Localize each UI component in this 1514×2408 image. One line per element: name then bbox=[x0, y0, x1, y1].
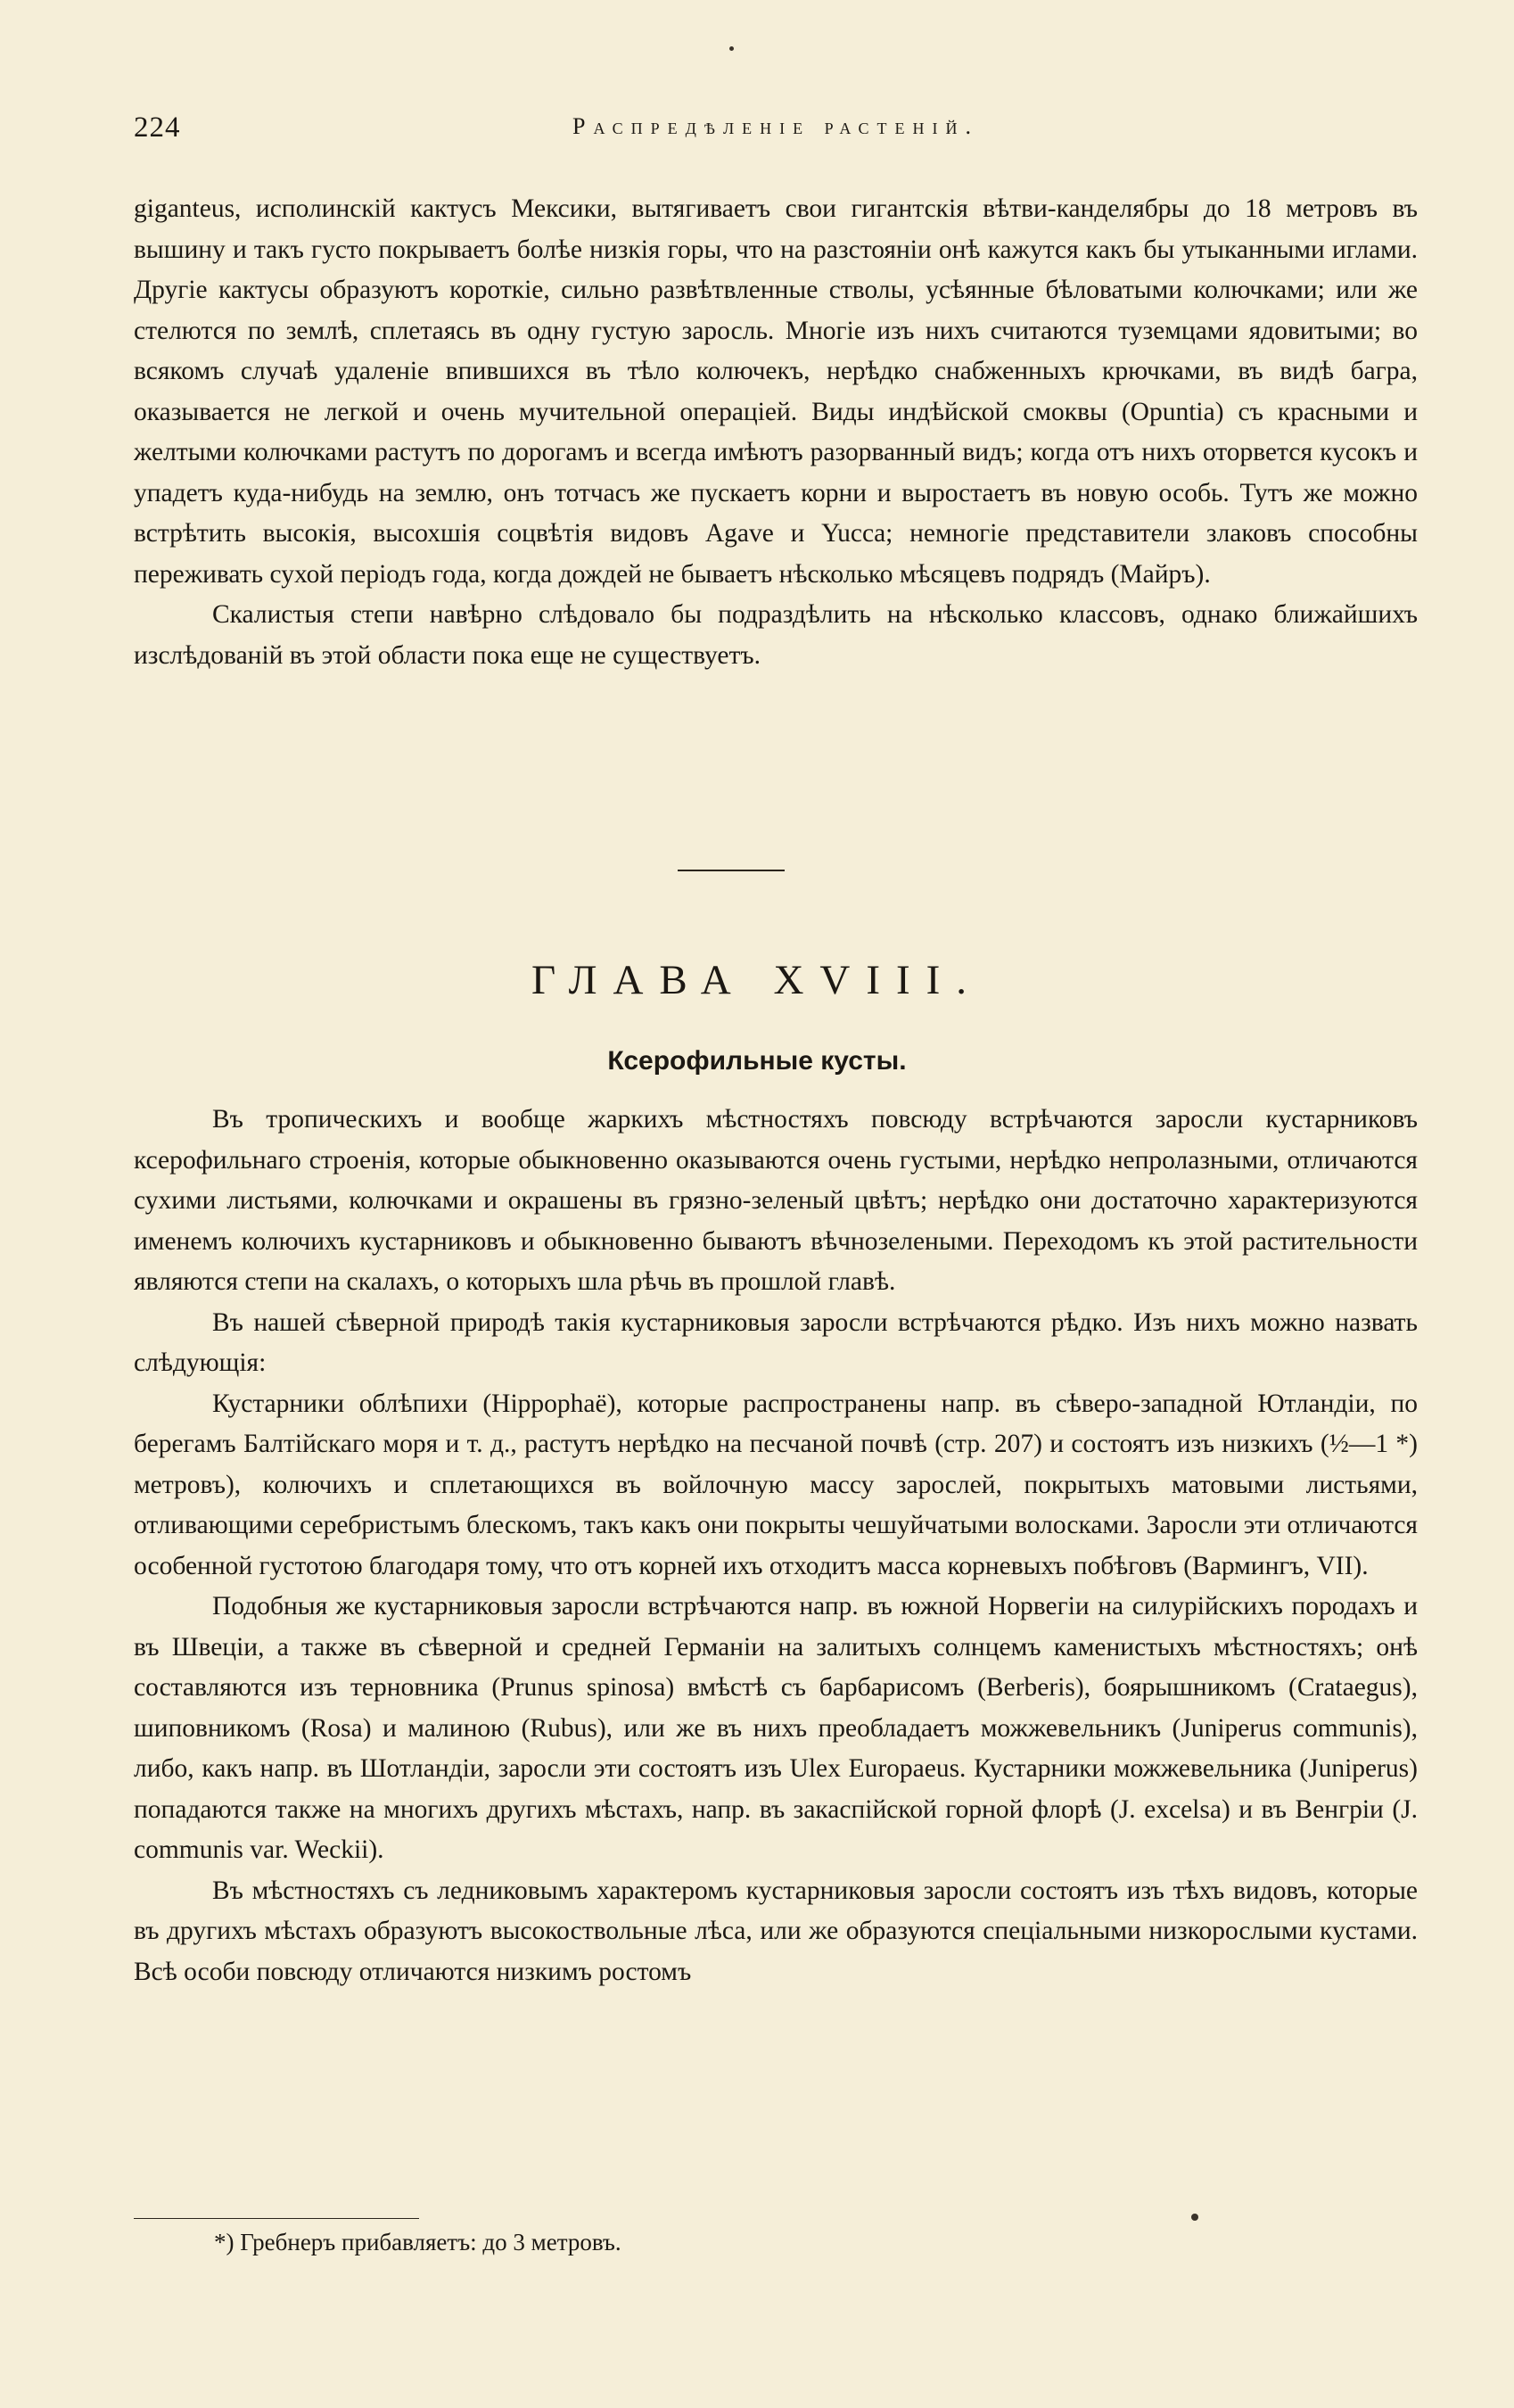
ink-spot bbox=[1191, 2214, 1198, 2221]
footnote-rule bbox=[134, 2218, 419, 2219]
section-title: Ксерофильные кусты. bbox=[607, 1046, 907, 1076]
running-title: Распредѣленіе растеній. bbox=[572, 113, 979, 139]
paragraph: Скалистыя степи навѣрно слѣдовало бы подраздѣлить на нѣсколько классовъ, однако ближайшихъ изслѣдованій въ этой области пока еще не существуетъ. bbox=[134, 600, 1418, 670]
paragraph: gigantеus, исполинскій кактусъ Мексики, вытягиваетъ свои гигантскія вѣтви-канделябры до 18 метровъ въ вышину и такъ густо покрываетъ болѣе низкія горы, что на разстояніи онѣ кажутся какъ бы утыканными иглами. Другіе кактусы образуютъ короткіе, сильно развѣтвленные стволы, усѣянные бѣловатыми колючками; или же стелются по землѣ, сплетаясь въ одну густую заросль. Многіе изъ нихъ считаются туземцами ядовитыми; во всякомъ случаѣ удаленіе впившихся въ тѣло колючекъ, нерѣдко снабженныхъ крючками, въ видѣ багра, оказывается не легкой и очень мучительной операціей. Виды индѣйской смоквы (Opuntia) съ красными и желтыми колючками растутъ по дорогамъ и всегда имѣютъ разорванный видъ; когда отъ нихъ оторвется кусокъ и упадетъ куда-нибудь на землю, онъ тотчасъ же пускаетъ корни и выростаетъ въ новую особь. Тутъ же можно встрѣтить высокія, высохшія соцвѣтія видовъ Agave и Yucca; немногіе представители злаковъ способны переживать сухой періодъ года, когда дождей не бываетъ нѣсколько мѣсяцевъ подрядъ (Майръ). bbox=[134, 194, 1418, 589]
paragraph: Въ тропическихъ и вообще жаркихъ мѣстностяхъ повсюду встрѣчаются заросли кустарниковъ ксерофильнаго строенія, которые обыкновенно оказываются очень густыми, нерѣдко непролазными, отличаются сухими листьями, колючками и окрашены въ грязно-зеленый цвѣтъ; нерѣдко они достаточно характеризуются именемъ колючихъ кустарниковъ и обыкновенно бываютъ вѣчнозелеными. Переходомъ къ этой растительности являются степи на скалахъ, о которыхъ шла рѣчь въ прошлой главѣ. bbox=[134, 1105, 1418, 1296]
paragraph: Кустарники облѣпихи (Hippophaё), которые распространены напр. въ сѣверо-западной Ютландіи, по берегамъ Балтійскаго моря и т. д., растутъ нерѣдко на песчаной почвѣ (стр. 207) и состоятъ изъ низкихъ (½—1 *) метровъ), колючихъ и сплетающихся въ войлочную массу зарослей, покрытыхъ матовыми листьями, отливающими серебристымъ блескомъ, такъ какъ они покрыты чешуйчатыми волосками. Заросли эти отличаются особенной густотою благодаря тому, что отъ корней ихъ отходитъ масса корневыхъ побѣговъ (Вармингъ, VII). bbox=[134, 1389, 1418, 1580]
continued-text bbox=[134, 189, 1418, 676]
page-number: 224 bbox=[134, 111, 181, 144]
running-head bbox=[134, 111, 1418, 156]
chapter-body bbox=[134, 1100, 1418, 1992]
paragraph: Въ нашей сѣверной природѣ такія кустарниковыя заросли встрѣчаются рѣдко. Изъ нихъ можно назвать слѣдующія: bbox=[134, 1307, 1418, 1377]
section-divider bbox=[678, 870, 785, 871]
footnote: *) Гребнеръ прибавляетъ: до 3 метровъ. bbox=[214, 2229, 621, 2255]
paragraph: Въ мѣстностяхъ съ ледниковымъ характеромъ кустарниковыя заросли состоятъ изъ тѣхъ видовъ, которые въ другихъ мѣстахъ образуютъ высокоствольные лѣса, или же образуются спеціальными низкорослыми кустами. Всѣ особи повсюду отличаются низкимъ ростомъ bbox=[134, 1876, 1418, 1986]
ink-spot bbox=[729, 46, 734, 51]
paragraph: Подобныя же кустарниковыя заросли встрѣчаются напр. въ южной Норвегіи на силурійскихъ породахъ и въ Швеціи, а также въ сѣверной и средней Германіи на залитыхъ солнцемъ каменистыхъ мѣстностяхъ; онѣ составляются изъ терновника (Prunus spinosa) вмѣстѣ съ барбарисомъ (Berberis), боярышникомъ (Crataegus), шиповникомъ (Rosa) и малиною (Rubus), или же въ нихъ преобладаетъ можжевельникъ (Juniperus communis), либо, какъ напр. въ Шотландіи, заросли эти состоятъ изъ Ulex Europaeus. Кустарники можжевельника (Juniperus) попадаются также на многихъ другихъ мѣстахъ, напр. въ закаспійской горной флорѣ (J. excelsa) и въ Венгріи (J. communis var. Weckii). bbox=[134, 1592, 1418, 1864]
chapter-title: ГЛАВА XVIII. bbox=[531, 957, 983, 1003]
